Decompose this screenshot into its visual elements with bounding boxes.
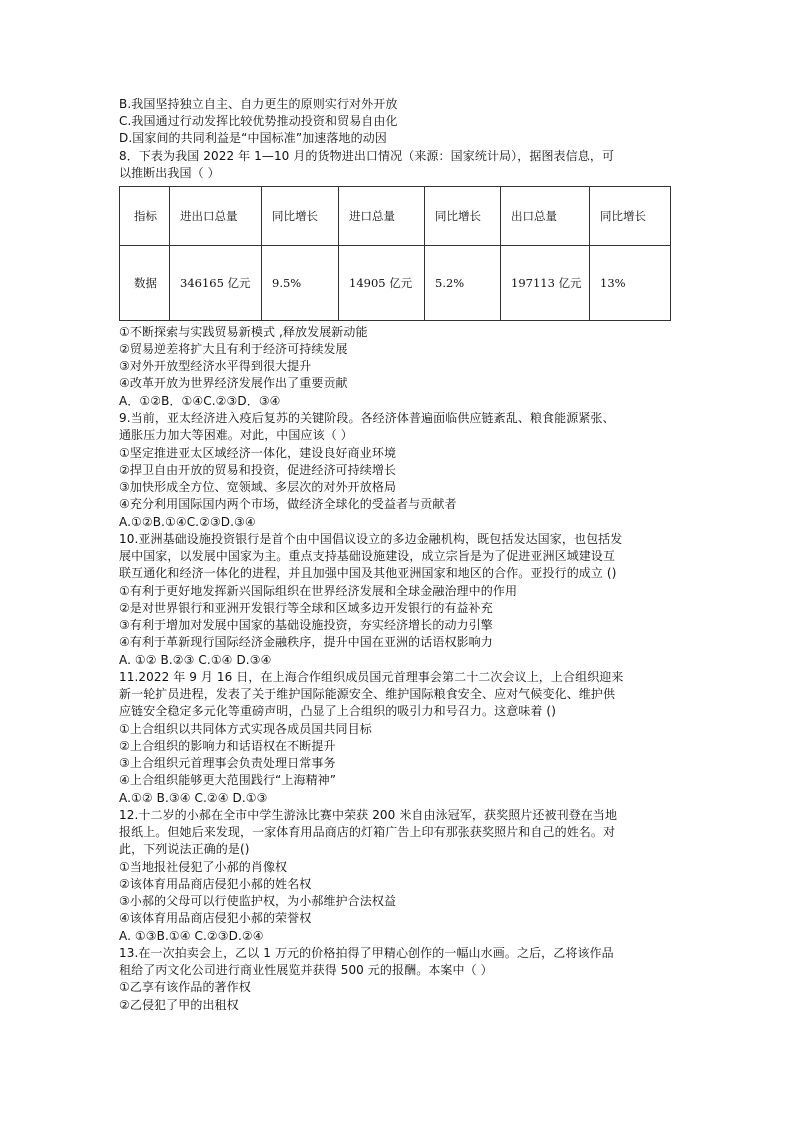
- q12-stem-line3: 此，下列说法正确的是(): [119, 842, 250, 856]
- q8-statement-1: ①不断探索与实践贸易新模式 ,释放发展新动能: [119, 325, 368, 339]
- table-header-cell: 同比增长: [262, 187, 339, 246]
- q10-statement-4: ④有利于革新现行国际经济金融秩序，提升中国在亚洲的话语权影响力: [119, 635, 493, 649]
- q9-choices: A.①②B.①④C.②③D.③④: [119, 515, 256, 529]
- q12-statement-4: ④该体育用品商店侵犯小郝的荣誉权: [119, 911, 312, 925]
- q12-choices: A. ①③B.①④ C.②③D.②④: [119, 929, 264, 943]
- q11-statement-3: ③上合组织元首理事会负责处理日常事务: [119, 756, 336, 770]
- q8-choices: A．①②B．①④C.②③D．③④: [119, 394, 281, 408]
- table-cell: 14905 亿元: [339, 246, 425, 321]
- q8-statement-4: ④改革开放为世界经济发展作出了重要贡献: [119, 376, 348, 390]
- table-row: [120, 246, 671, 321]
- table-header-cell: 指标: [120, 187, 170, 246]
- table-cell: 9.5%: [262, 246, 339, 321]
- q10-stem-line1: 10.亚洲基础设施投资银行是首个由中国倡议设立的多边金融机构，既包括发达国家，也包括发: [119, 532, 623, 546]
- table-header-cell: 进出口总量: [170, 187, 262, 246]
- q8-stem-line2: 以推断出我国（ ）: [119, 166, 220, 180]
- option-b: B.我国坚持独立自主、自力更生的原则实行对外开放: [119, 97, 398, 111]
- table-header-cell: 同比增长: [425, 187, 501, 246]
- q9-statement-3: ③加快形成全方位、宽领域、多层次的对外开放格局: [119, 480, 397, 494]
- q13-statement-2: ②乙侵犯了甲的出租权: [119, 998, 239, 1012]
- q9-statement-4: ④充分利用国际国内两个市场，做经济全球化的受益者与贡献者: [119, 497, 457, 511]
- q10-stem-line3: 联互通化和经济一体化的进程，并且加强中国及其他亚洲国家和地区的合作。亚投行的成立 (): [119, 566, 617, 580]
- table-cell: 13%: [590, 246, 671, 321]
- q8-statement-3: ③对外开放型经济水平得到很大提升: [119, 359, 312, 373]
- option-d: D.国家间的共同利益是“中国标准”加速落地的动因: [119, 131, 387, 145]
- q12-statement-2: ②该体育用品商店侵犯小郝的姓名权: [119, 877, 312, 891]
- q8-stem-line1: 8．下表为我国 2022 年 1—10 月的货物进出口情况（来源：国家统计局），据图表信息，可: [119, 149, 615, 163]
- q10-stem-line2: 展中国家，以发展中国家为主。重点支持基础设施建设，成立宗旨是为了促进亚洲区域建设互: [119, 549, 616, 563]
- q9-stem-line2: 通胀压力加大等困难。对此，中国应该（ ）: [119, 428, 353, 442]
- q12-statement-1: ①当地报社侵犯了小郝的肖像权: [119, 860, 288, 874]
- q9-statement-1: ①坚定推进亚太区域经济一体化，建设良好商业环境: [119, 446, 397, 460]
- table-header-cell: 进口总量: [339, 187, 425, 246]
- q11-statement-1: ①上合组织以共同体方式实现各成员国共同目标: [119, 722, 372, 736]
- table-header-cell: 出口总量: [501, 187, 590, 246]
- q12-stem-line1: 12.十二岁的小郝在全市中学生游泳比赛中荣获 200 米自由泳冠军，获奖照片还被刊登在当地: [119, 808, 618, 822]
- q11-statement-4: ④上合组织能够更大范围践行“上海精神”: [119, 773, 337, 787]
- q11-choices: A.①② B.③④ C.②④ D.①③: [119, 791, 268, 805]
- q10-statement-2: ②是对世界银行和亚洲开发银行等全球和区域多边开发银行的有益补充: [119, 601, 493, 615]
- q8-statement-2: ②贸易逆差将扩大且有利于经济可持续发展: [119, 342, 348, 356]
- q11-stem-line3: 应链安全稳定多元化等重磅声明，凸显了上合组织的吸引力和号召力。这意味着 (): [119, 704, 556, 718]
- table-header-row: [120, 187, 671, 246]
- q10-statement-3: ③有利于增加对发展中国家的基础设施投资，夯实经济增长的动力引擎: [119, 618, 493, 632]
- trade-data-table: [119, 186, 671, 321]
- q10-statement-1: ①有利于更好地发挥新兴国际组织在世界经济发展和全球金融治理中的作用: [119, 584, 518, 598]
- q13-stem-line2: 租给了丙文化公司进行商业性展览并获得 500 元的报酬。本案中（ ）: [119, 963, 493, 977]
- table-header-cell: 同比增长: [590, 187, 671, 246]
- table-cell: 346165 亿元: [170, 246, 262, 321]
- q13-statement-1: ①乙享有该作品的著作权: [119, 980, 251, 994]
- q13-stem-line1: 13.在一次拍卖会上，乙以 1 万元的价格拍得了甲精心创作的一幅山水画。之后，乙将该作品: [119, 946, 614, 960]
- table-cell: 197113 亿元: [501, 246, 590, 321]
- q10-choices: A. ①② B.②③ C.①④ D.③④: [119, 653, 272, 667]
- q11-stem-line2: 新一轮扩员进程，发表了关于维护国际能源安全、维护国际粮食安全、应对气候变化、维护供: [119, 687, 616, 701]
- q12-stem-line2: 报纸上。但她后来发现，一家体育用品商店的灯箱广告上印有那张获奖照片和自己的姓名。对: [119, 825, 616, 839]
- q11-stem-line1: 11.2022 年 9 月 16 日，在上海合作组织成员国元首理事会第二十二次会议上，上合组织迎来: [119, 670, 624, 684]
- q11-statement-2: ②上合组织的影响力和话语权在不断提升: [119, 739, 336, 753]
- option-c: C.我国通过行动发挥比较优势推动投资和贸易自由化: [119, 114, 398, 128]
- q9-statement-2: ②捍卫自由开放的贸易和投资，促进经济可持续增长: [119, 463, 397, 477]
- table-cell: 5.2%: [425, 246, 501, 321]
- q12-statement-3: ③小郝的父母可以行使监护权，为小郝维护合法权益: [119, 894, 397, 908]
- q9-stem-line1: 9.当前，亚太经济进入疫后复苏的关键阶段。各经济体普遍面临供应链紊乱、粮食能源紧张、: [119, 411, 615, 425]
- table-cell: 数据: [120, 246, 170, 321]
